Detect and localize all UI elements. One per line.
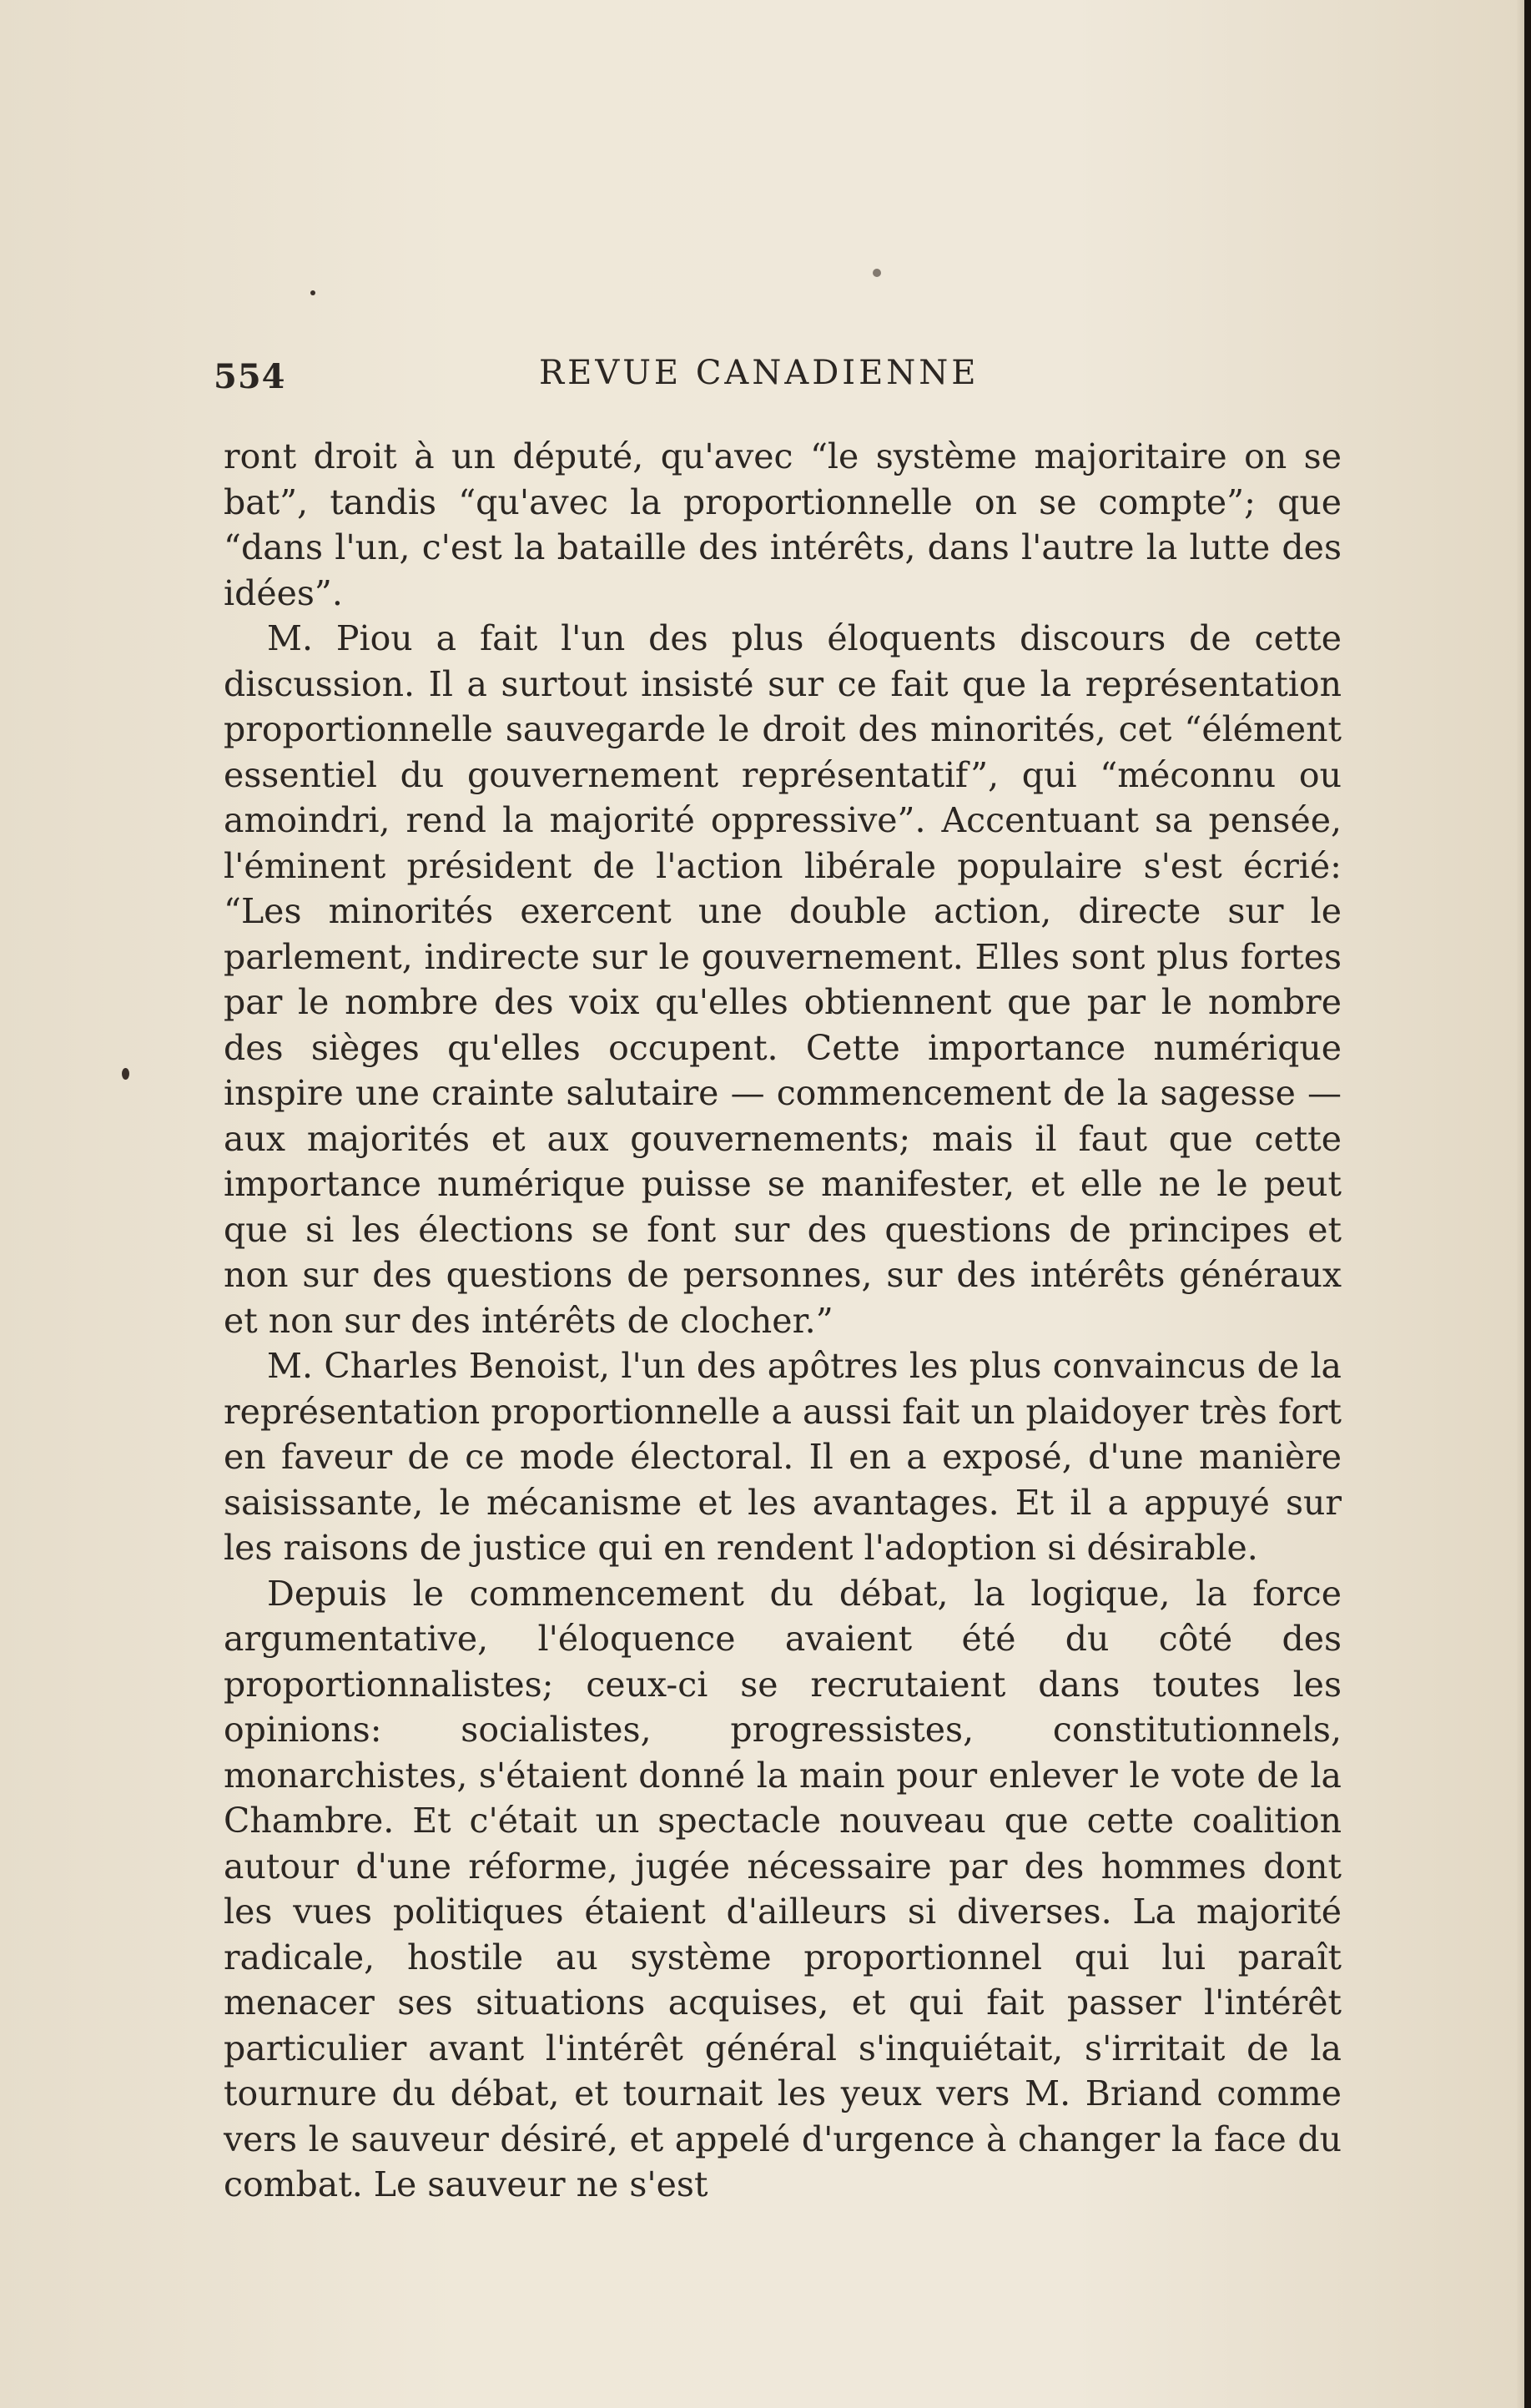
paper-speck (873, 269, 881, 277)
paragraph: M. Piou a fait l'un des plus éloquents discours de cette discussion. Il a surtout insisté sur ce fait que la représentation proportionnelle sauvegarde le droit des minorités, cet “élément essentiel du gouvernement représentatif”, qui “méconnu ou amoindri, rend la majorité oppressive”. Accentuant sa pensée, l'éminent président de l'action libérale populaire s'est écrié: “Les minorités exercent une double action, directe sur le parlement, indirecte sur le gouvernement. Elles sont plus fortes par le nombre des voix qu'elles obtiennent que par le nombre des sièges qu'elles occupent. Cette importance numérique inspire une crainte salutaire — commencement de la sagesse — aux majorités et aux gouvernements; mais il faut que cette importance numérique puisse se manifester, et elle ne le peut que si les élections se font sur des questions de principes et non sur des questions de personnes, sur des intérêts généraux et non sur des intérêts de clocher.” (224, 618, 1342, 1341)
paper-speck (122, 1068, 129, 1080)
running-header (214, 350, 1348, 400)
paragraph-continued: ront droit à un député, qu'avec “le système majoritaire on se bat”, tandis “qu'avec la proportionnelle on se compte”; que “dans l'un, c'est la bataille des intérêts, dans l'autre la lutte des idées”. (224, 436, 1342, 613)
binding-edge (1524, 0, 1531, 2408)
paragraph: Depuis le commencement du débat, la logique, la force argumentative, l'éloquence avaient été du côté des proportionnalistes; ceux-ci se recrutaient dans toutes les opinions: socialistes, progressistes, constitutionnels, monarchistes, s'étaient donné la main pour enlever le vote de la Chambre. Et c'était un spectacle nouveau que cette coalition autour d'une réforme, jugée nécessaire par des hommes dont les vues politiques étaient d'ailleurs si diverses. La majorité radicale, hostile au système proportionnel qui lui paraît menacer ses situations acquises, et qui fait passer l'intérêt particulier avant l'intérêt général s'inquiétait, s'irritait de la tournure du débat, et tournait les yeux vers M. Briand comme vers le sauveur désiré, et appelé d'urgence à changer la face du combat. Le sauveur ne s'est (224, 1573, 1342, 2204)
page-number: 554 (214, 357, 286, 396)
paragraph: M. Charles Benoist, l'un des apôtres les plus convaincus de la représentation proportionnelle a aussi fait un plaidoyer très fort en faveur de ce mode électoral. Il en a exposé, d'une manière saisissante, le mécanisme et les avantages. Et il a appuyé sur les raisons de justice qui en rendent l'adoption si désirable. (224, 1346, 1342, 1568)
body-text (224, 434, 1342, 2208)
running-title: REVUE CANADIENNE (539, 354, 980, 392)
paper-speck (310, 290, 315, 295)
